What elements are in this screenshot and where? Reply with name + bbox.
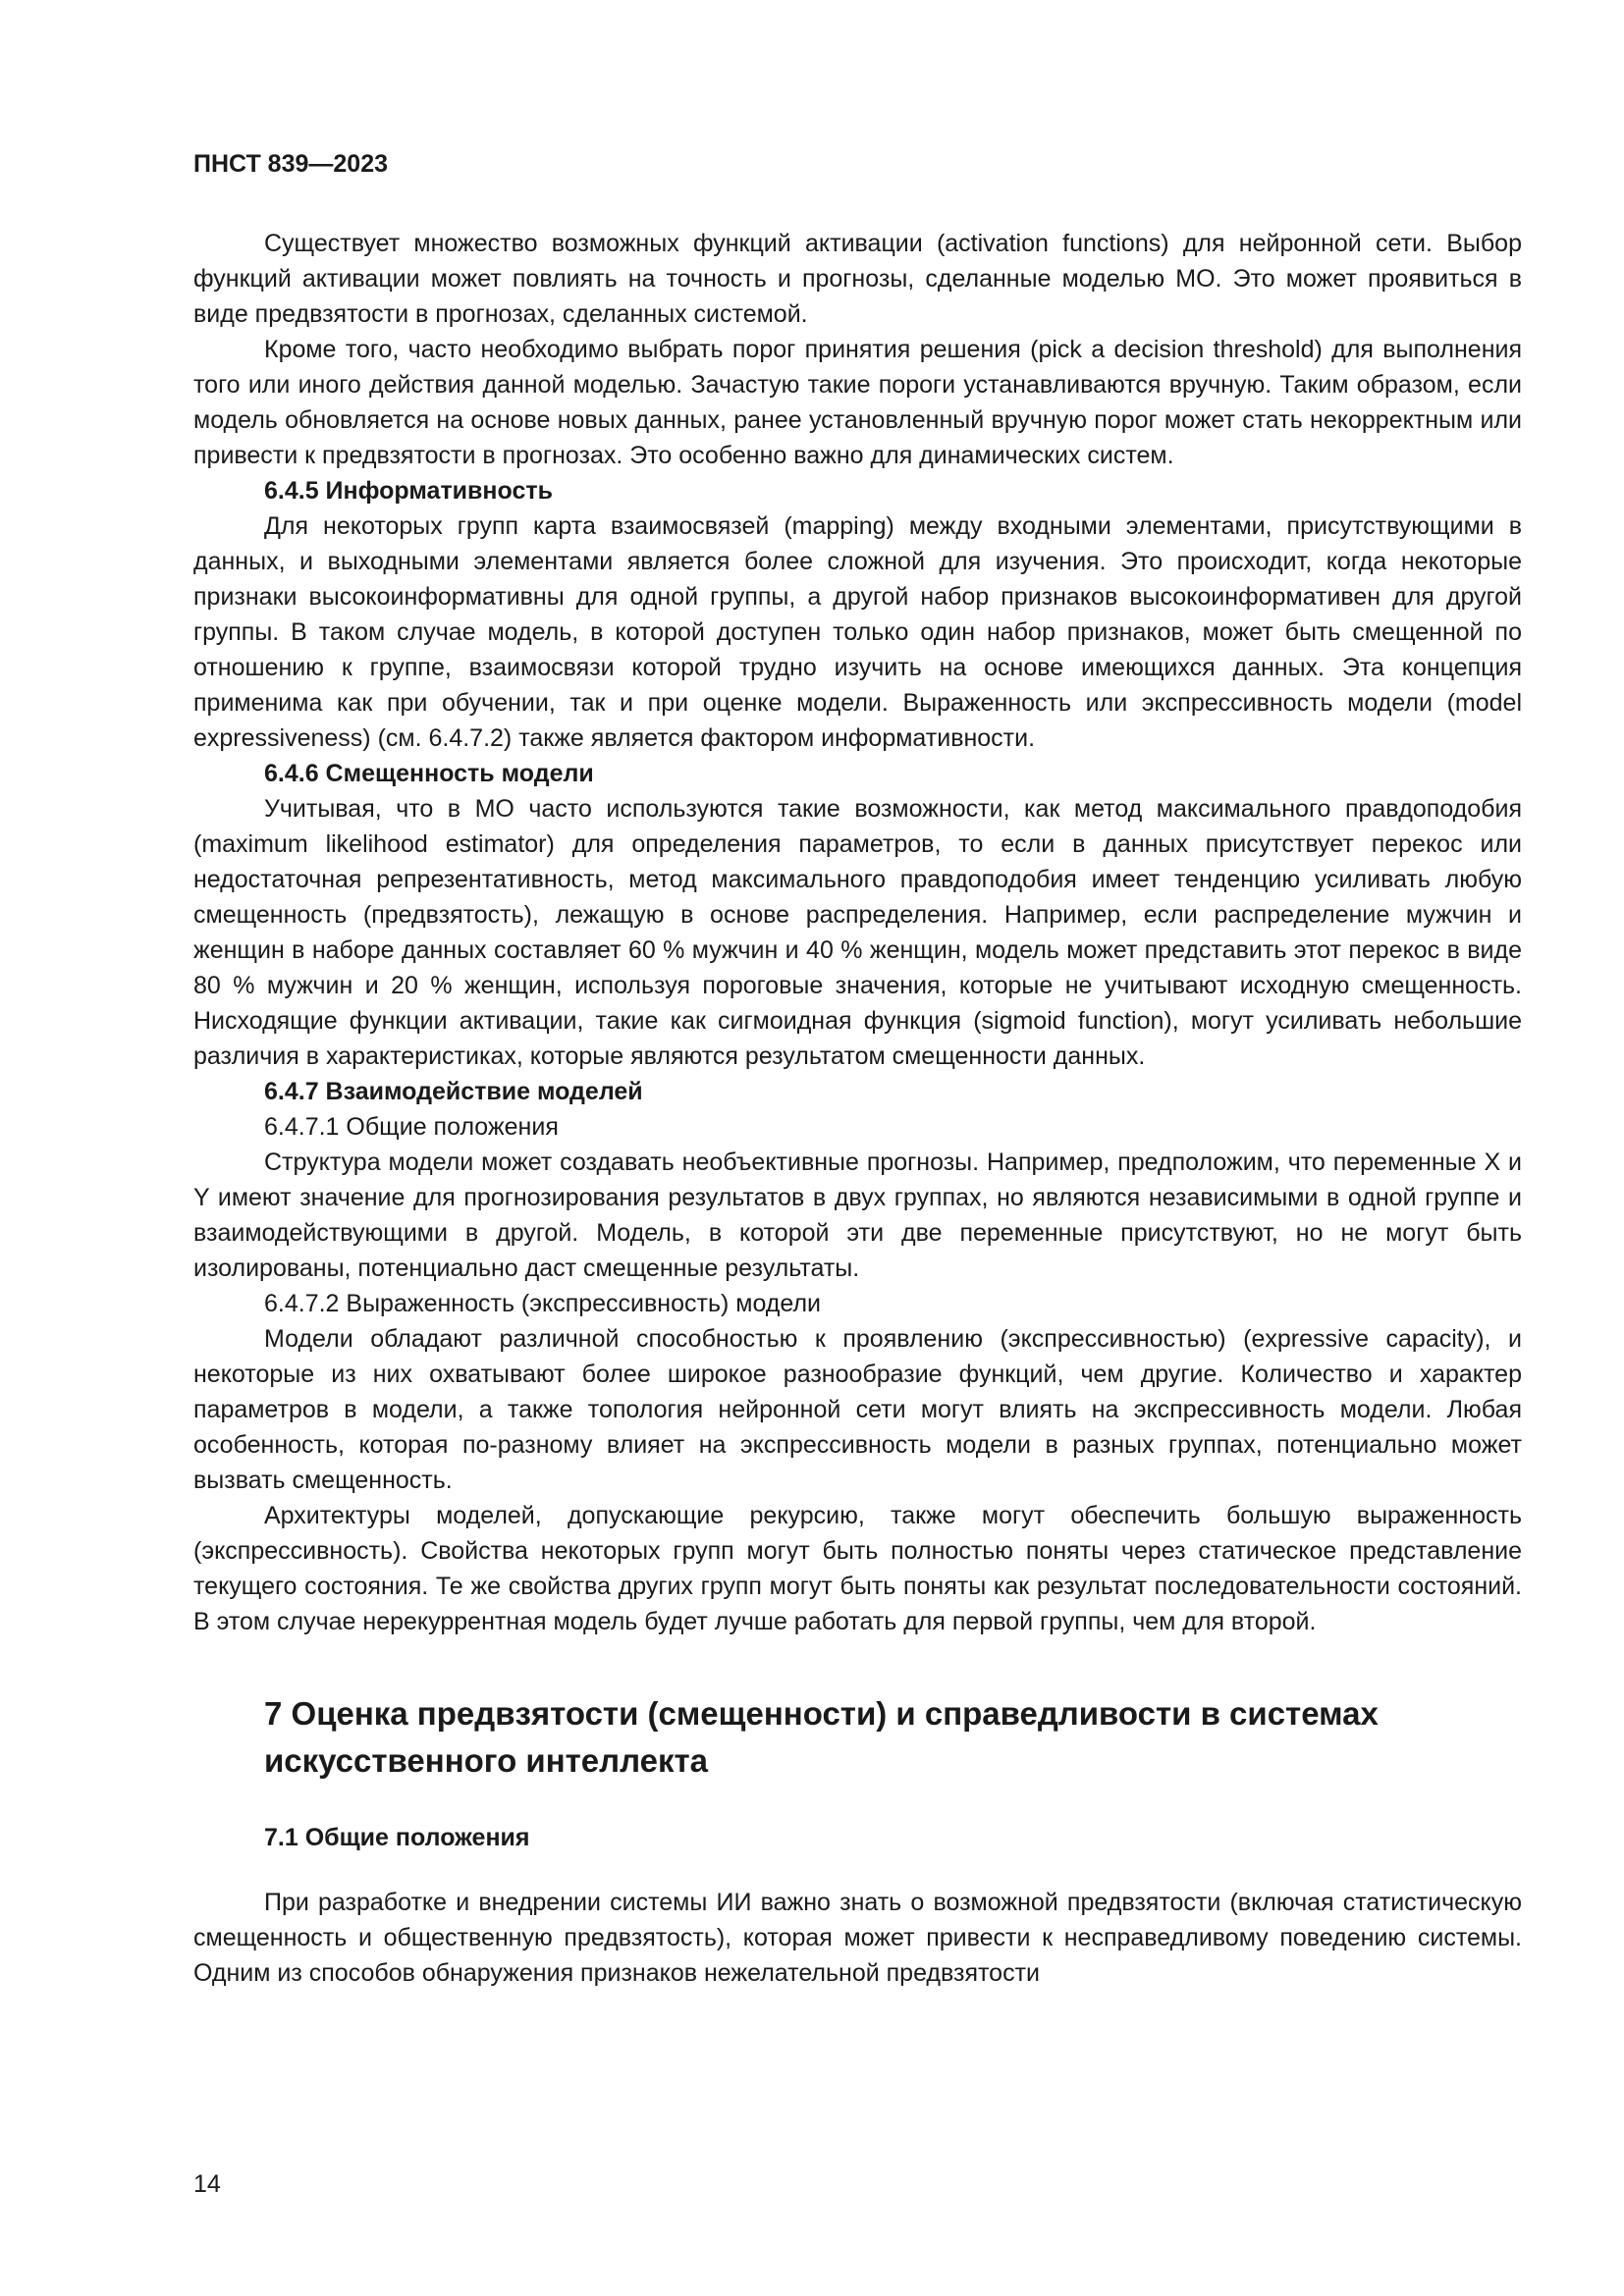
- paragraph-model-structure: Структура модели может создавать необъективные прогнозы. Например, предположим, что переменные X и Y имеют значение для прогнозирования результатов в двух группах, но являются независимыми в одной группе и взаимодействующими в другой. Модель, в которой эти две переменные присутствуют, но не могут быть изолированы, потенциально даст смещенные результаты.: [193, 1148, 1522, 1282]
- paragraph-expressive-capacity: Модели обладают различной способностью к проявлению (экспрессивностью) (expressive capacity), и некоторые из них охватывают более широкое разнообразие функций, чем другие. Количество и характер параметров в модели, а также топология нейронной сети могут влиять на экспрессивность модели. Любая особенность, которая по-разному влияет на экспрессивность модели в разных группах, потенциально может вызвать смещенность.: [193, 1325, 1522, 1494]
- section-heading-6-4-5: 6.4.5 Информативность: [264, 477, 553, 505]
- section-heading-7-line-2: искусственного интеллекта: [264, 1742, 709, 1779]
- paragraph-recursion-architectures: Архитектуры моделей, допускающие рекурсию, также могут обеспечить большую выраженность (экспрессивность). Свойства некоторых групп могут быть полностью поняты через статическое представление текущего состояния. Те же свойства других групп могут быть поняты как результат последовательности состояний. В этом случае нерекуррентная модель будет лучше работать для первой группы, чем для второй.: [193, 1502, 1522, 1635]
- section-heading-6-4-7: 6.4.7 Взаимодействие моделей: [264, 1078, 643, 1105]
- paragraph-general-provisions: При разработке и внедрении системы ИИ важно знать о возможной предвзятости (включая статистическую смещенность и общественную предвзятость), которая может привести к несправедливому поведению системы. Одним из способов обнаружения признаков нежелательной предвзятости: [193, 1889, 1522, 1987]
- paragraph-decision-threshold: Кроме того, часто необходимо выбрать порог принятия решения (pick a decision threshold) для выполнения того или иного действия данной моделью. Зачастую такие пороги устанавливаются вручную. Таким образом, если модель обновляется на основе новых данных, ранее установленный вручную порог может стать некорректным или привести к предвзятости в прогнозах. Это особенно важно для динамических систем.: [193, 336, 1522, 469]
- paragraph-informativeness: Для некоторых групп карта взаимосвязей (mapping) между входными элементами, присутствующими в данных, и выходными элементами является более сложной для изучения. Это происходит, когда некоторые признаки высокоинформативны для одной группы, а другой набор признаков высокоинформативен для другой группы. В таком случае модель, в которой доступен только один набор признаков, может быть смещенной по отношению к группе, взаимосвязи которой трудно изучить на основе имеющихся данных. Эта концепция применима как при обучении, так и при оценке модели. Выраженность или экспрессивность модели (model expressiveness) (см. 6.4.7.2) также является фактором информативности.: [193, 512, 1522, 752]
- section-heading-7-1: 7.1 Общие положения: [264, 1824, 530, 1851]
- section-heading-7: [264, 1690, 1522, 1785]
- section-heading-7-line-1: 7 Оценка предвзятости (смещенности) и справедливости в системах: [264, 1695, 1379, 1732]
- subsection-heading-6-4-7-1: 6.4.7.1 Общие положения: [264, 1113, 559, 1141]
- paragraph-activation-functions: Существует множество возможных функций активации (activation functions) для нейронной сети. Выбор функций активации может повлиять на точность и прогнозы, сделанные моделью МО. Это может проявиться в виде предвзятости в прогнозах, сделанных системой.: [193, 230, 1522, 328]
- section-heading-6-4-6: 6.4.6 Смещенность модели: [264, 760, 594, 787]
- document-code: ПНСТ 839—2023: [193, 150, 388, 178]
- page-number: 14: [193, 2170, 221, 2198]
- document-body: [193, 226, 1522, 1991]
- subsection-heading-6-4-7-2: 6.4.7.2 Выраженность (экспрессивность) модели: [264, 1290, 822, 1317]
- paragraph-model-bias: Учитывая, что в МО часто используются такие возможности, как метод максимального правдоподобия (maximum likelihood estimator) для определения параметров, то если в данных присутствует перекос или недостаточная репрезентативность, метод максимального правдоподобия имеет тенденцию усиливать любую смещенность (предвзятость), лежащую в основе распределения. Например, если распределение мужчин и женщин в наборе данных составляет 60 % мужчин и 40 % женщин, модель может представить этот перекос в виде 80 % мужчин и 20 % женщин, используя пороговые значения, которые не учитывают исходную смещенность. Нисходящие функции активации, такие как сигмоидная функция (sigmoid function), могут усиливать небольшие различия в характеристиках, которые являются результатом смещенности данных.: [193, 795, 1522, 1070]
